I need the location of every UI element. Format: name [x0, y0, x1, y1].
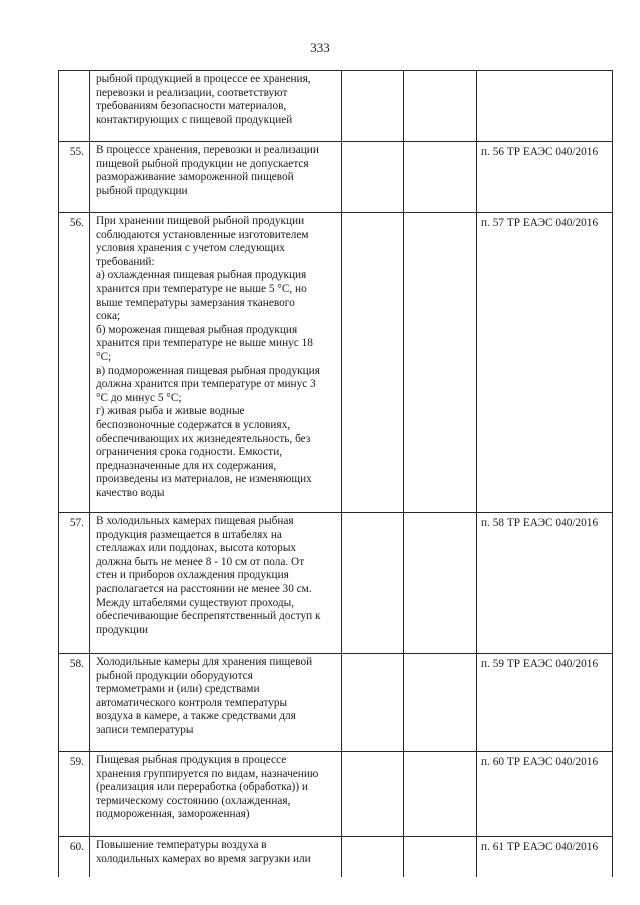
table-row	[59, 513, 613, 654]
empty-cell-b	[404, 71, 477, 142]
requirement-text-line: соблюдаются установленные изготовителем	[96, 228, 309, 241]
requirement-text	[90, 213, 342, 513]
requirement-text-line: условия хранения с учетом следующих	[96, 242, 285, 255]
requirement-text-line: Холодильные камеры для хранения пищевой	[96, 656, 313, 668]
requirement-text-line: беспозвоночные содержатся в условиях,	[96, 418, 291, 431]
table-row	[59, 837, 613, 878]
requirement-text-line: стеллажах или поддонах, высота которых	[96, 542, 297, 555]
row-number: 59.	[59, 752, 90, 837]
requirement-text-line: г) живая рыба и живые водные	[96, 405, 245, 418]
requirement-text-line: обеспечивающие беспрепятственный доступ к	[96, 610, 321, 623]
row-number: 60.	[59, 837, 90, 878]
requirement-text-line: контактирующих с пищевой продукцией	[96, 113, 293, 126]
requirement-text-line: пищевой рыбной продукции не допускается	[96, 157, 309, 170]
requirement-text-line: рыбной продукции	[96, 184, 188, 197]
table-row	[59, 213, 613, 513]
requirement-text-line: обеспечивающих их жизнедеятельность, без	[96, 432, 311, 445]
empty-cell-b	[404, 654, 477, 752]
requirement-text-line: стен и приборов охлаждения продукция	[96, 569, 289, 582]
regulation-reference: п. 61 ТР ЕАЭС 040/2016	[477, 837, 613, 878]
requirement-text-line: хранится при температуре не выше минус 18	[96, 337, 313, 350]
requirement-text-line: хранится при температуре не выше 5 °С, но	[96, 282, 307, 295]
empty-cell-a	[342, 142, 404, 213]
row-number	[59, 71, 90, 142]
requirement-text-line: б) мороженая пищевая рыбная продукция	[96, 323, 298, 336]
empty-cell-a	[342, 837, 404, 878]
requirement-text-line: продукция размещается в штабелях на	[96, 528, 282, 541]
requirement-text-line: термометрами и (или) средствами	[96, 683, 260, 696]
empty-cell-b	[404, 513, 477, 654]
requirement-text-line: должна быть не менее 8 - 10 см от пола. От	[96, 555, 305, 568]
requirement-text-line: требований:	[96, 255, 155, 268]
regulation-reference: п. 58 ТР ЕАЭС 040/2016	[477, 513, 613, 654]
requirement-text-line: Повышение температуры воздуха в	[96, 839, 267, 851]
requirements-table-body	[59, 71, 613, 878]
empty-cell-b	[404, 837, 477, 878]
requirement-text-line: требованиям безопасности материалов,	[96, 100, 287, 113]
table-row	[59, 752, 613, 837]
requirement-text-line: Пищевая рыбная продукция в процессе	[96, 754, 287, 766]
requirement-text-line: записи температуры	[96, 723, 194, 736]
empty-cell-a	[342, 513, 404, 654]
requirement-text-line: °С до минус 5 °С;	[96, 391, 182, 404]
table-row	[59, 71, 613, 142]
row-number: 58.	[59, 654, 90, 752]
requirement-text-line: ограничения срока годности. Емкости,	[96, 446, 283, 459]
requirement-text-line: °С;	[96, 350, 112, 363]
empty-cell-a	[342, 654, 404, 752]
empty-cell-b	[404, 752, 477, 837]
requirement-text-line: выше температуры замерзания тканевого	[96, 296, 295, 309]
requirement-text-line: При хранении пищевой рыбной продукции	[96, 215, 305, 227]
empty-cell-a	[342, 71, 404, 142]
empty-cell-b	[404, 142, 477, 213]
requirement-text-line: В процессе хранения, перевозки и реализации	[96, 144, 319, 156]
requirement-text	[90, 142, 342, 213]
requirement-text-line: располагается на расстоянии не менее 30 см.	[96, 582, 312, 595]
requirement-text-line: воздуха в камере, а также средствами для	[96, 710, 296, 723]
row-number: 57.	[59, 513, 90, 654]
requirement-text-line: В холодильных камерах пищевая рыбная	[96, 515, 294, 527]
requirement-text-line: продукции	[96, 623, 149, 636]
requirement-text-line: термическому состоянию (охлажденная,	[96, 794, 291, 807]
page-number: 333	[310, 40, 330, 55]
table-row	[59, 142, 613, 213]
regulation-reference	[477, 71, 613, 142]
requirement-text-line: перевозки и реализации, соответствуют	[96, 86, 288, 99]
requirement-text-line: должна хранится при температуре от минус 3	[96, 378, 316, 391]
requirement-text-line: Между штабелями существуют проходы,	[96, 596, 295, 609]
requirement-text-line: автоматического контроля температуры	[96, 696, 288, 709]
requirement-text	[90, 513, 342, 654]
row-number: 56.	[59, 213, 90, 513]
table-row	[59, 654, 613, 752]
requirement-text	[90, 654, 342, 752]
requirement-text-line: в) подмороженная пищевая рыбная продукция	[96, 364, 320, 377]
requirement-text-line: произведены из материалов, не изменяющих	[96, 473, 312, 486]
requirement-text-line: предназначенные для их содержания,	[96, 459, 277, 472]
requirement-text-line: хранения группируется по видам, назначению	[96, 767, 319, 780]
regulation-reference: п. 60 ТР ЕАЭС 040/2016	[477, 752, 613, 837]
row-number: 55.	[59, 142, 90, 213]
regulation-reference: п. 56 ТР ЕАЭС 040/2016	[477, 142, 613, 213]
requirement-text-line: рыбной продукции оборудуются	[96, 669, 253, 682]
regulation-reference: п. 57 ТР ЕАЭС 040/2016	[477, 213, 613, 513]
requirements-table	[58, 70, 613, 877]
empty-cell-a	[342, 752, 404, 837]
requirement-text-line: подмороженная, замороженная)	[96, 808, 250, 821]
requirement-text-line: качество воды	[96, 486, 165, 499]
requirement-text-line: а) охлажденная пищевая рыбная продукция	[96, 269, 307, 282]
requirement-text-line: холодильных камерах во время загрузки или	[96, 852, 311, 865]
requirement-text-line: сока;	[96, 310, 121, 323]
requirement-text	[90, 837, 342, 878]
requirement-text-line: (реализация или переработка (обработка)) и	[96, 781, 308, 794]
empty-cell-a	[342, 213, 404, 513]
requirement-text-line: размораживание замороженной пищевой	[96, 171, 294, 184]
requirement-text-line: рыбной продукцией в процессе ее хранения,	[96, 73, 311, 85]
requirement-text	[90, 71, 342, 142]
requirement-text	[90, 752, 342, 837]
empty-cell-b	[404, 213, 477, 513]
regulation-reference: п. 59 ТР ЕАЭС 040/2016	[477, 654, 613, 752]
